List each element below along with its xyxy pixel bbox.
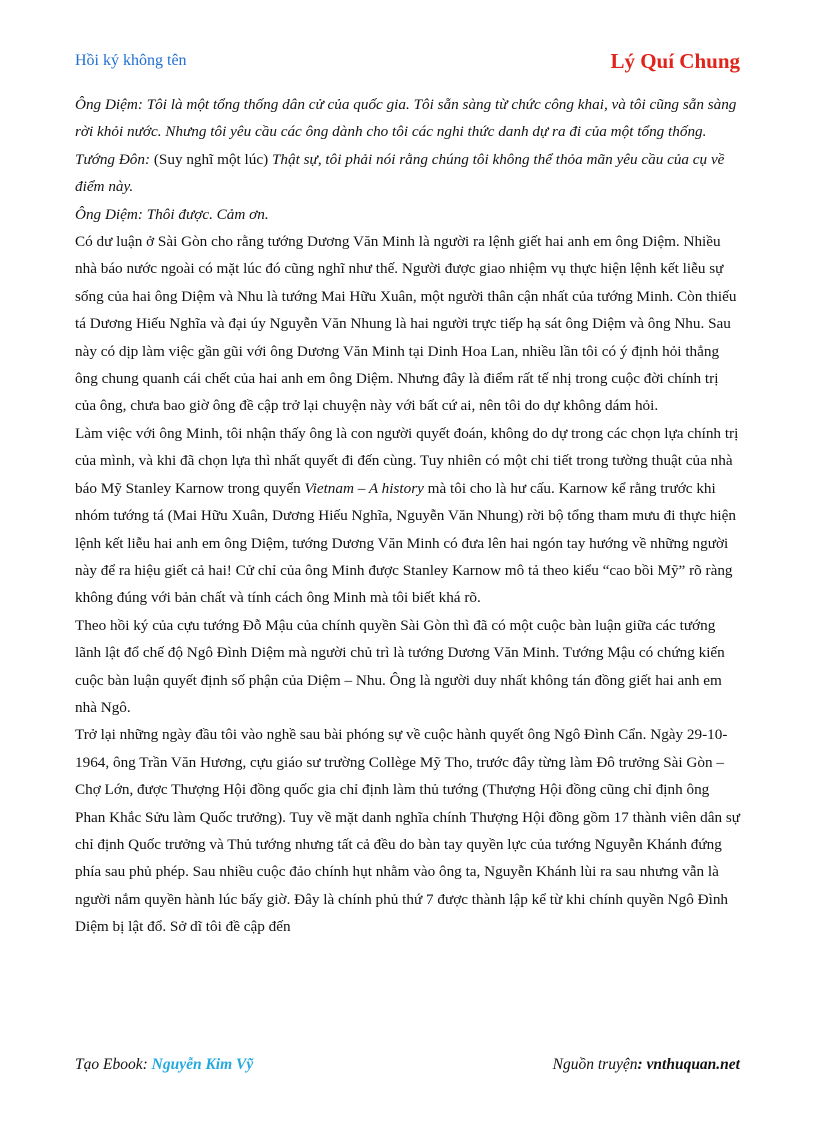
- footer-ebook-credit: [75, 1056, 253, 1074]
- stage-direction: (Suy nghĩ một lúc): [150, 150, 272, 168]
- paragraph-4: Trở lại những ngày đầu tôi vào nghề sau bài phóng sự về cuộc hành quyết ông Ngô Đình Cẩn. Ngày 29-10-1964, ông Trần Văn Hương, cựu giáo sư trường Collège Mỹ Tho, trước đây từng làm Đô trưởng Sài Gòn – Chợ Lớn, được Thượng Hội đồng quốc gia chỉ định làm thủ tướng (Thượng Hội đồng cũng chỉ định ông Phan Khắc Sửu làm Quốc trưởng). Tuy về mặt danh nghĩa chính Thượng Hội đồng gồm 17 thành viên dân sự chỉ định Quốc trưởng và Thủ tướng nhưng tất cả đều do bàn tay quyền lực của tướng Nguyễn Khánh đứng phía sau phủ phép. Sau nhiều cuộc đảo chính hụt nhằm vào ông ta, Nguyễn Khánh lùi ra sau nhưng vẫn là người nắm quyền hành lúc bấy giờ. Đây là chính phủ thứ 7 được thành lập kể từ khi chính quyền Ngô Đình Diệm bị lật đổ. Sở dĩ tôi đề cập đến: [75, 726, 741, 936]
- footer-separator: :: [142, 1056, 152, 1073]
- paragraph-2-part-a: Làm việc với ông Minh, tôi nhận thấy ông là con người quyết đoán, không do dự trong các chọn lựa chính trị của mình, và khi đã chọn lựa thì nhất quyết đi đến cùng. Tuy nhiên có một chi tiết trong tường thuật của nhà báo Mỹ Stanley Karnow trong quyển: [75, 424, 739, 497]
- paragraph-3: Theo hồi ký của cựu tướng Đỗ Mậu của chính quyền Sài Gòn thì đã có một cuộc bàn luận giữa các tướng lãnh lật đổ chế độ Ngô Đình Diệm mà người chủ trì là tướng Dương Văn Minh. Tướng Mậu có chứng kiến cuộc bàn luận quyết định số phận của Diệm – Nhu. Ông là người duy nhất không tán đồng giết hai anh em nhà Ngô.: [75, 616, 725, 716]
- footer-separator: :: [637, 1056, 647, 1073]
- dialogue-line-diem-2: Ông Diệm: Thôi được. Cảm ơn.: [75, 205, 269, 223]
- book-title: Hồi ký không tên: [75, 52, 187, 69]
- paragraph-1: Có dư luận ở Sài Gòn cho rằng tướng Dương Văn Minh là người ra lệnh giết hai anh em ông Diệm. Nhiều nhà báo nước ngoài có mặt lúc đó cũng nghĩ như thế. Người được giao nhiệm vụ thực hiện lệnh kết liễu sự sống của hai ông Diệm và Nhu là tướng Mai Hữu Xuân, một người thân cận nhất của tướng Minh. Còn thiếu tá Dương Hiếu Nghĩa và đại úy Nguyễn Văn Nhung là hai người trực tiếp hạ sát ông Diệm và ông Nhu. Sau này có dịp làm việc gần gũi với ông Dương Văn Minh tại Dinh Hoa Lan, nhiều lần tôi có ý định hỏi thẳng ông chung quanh cái chết của hai anh em ông Diệm. Nhưng đây là điểm rất tế nhị trong cuộc đời chính trị của ông, chưa bao giờ ông đề cập trở lại chuyện này với bất cứ ai, nên tôi do dự không dám hỏi.: [75, 233, 737, 415]
- footer-source-site: vnthuquan.net: [646, 1056, 740, 1073]
- page-content: [75, 91, 742, 941]
- dialogue-text: Thật sự, tôi phải nói rằng chúng tôi không thể thỏa mãn yêu cầu của cụ về điểm này.: [75, 150, 725, 196]
- footer-source-credit: [553, 1056, 740, 1074]
- paragraph-2-part-b: mà tôi cho là hư cấu. Karnow kể rằng trước khi nhóm tướng tá (Mai Hữu Xuân, Dương Hiếu Nghĩa, Nguyễn Văn Nhung) rời bộ tổng tham mưu đi thực hiện lệnh kết liễu hai anh em ông Diệm, tướng Dương Văn Minh có đưa lên hai ngón tay hướng về những người này để ra hiệu giết cả hai! Cử chỉ của ông Minh được Stanley Karnow mô tả theo kiểu “cao bồi Mỹ” rõ ràng không đúng với bản chất và tính cách ông Minh mà tôi biết khá rõ.: [75, 479, 736, 607]
- footer-ebook-label: Tạo Ebook: [75, 1056, 143, 1073]
- footer-ebook-creator: Nguyễn Kim Vỹ: [151, 1056, 254, 1073]
- dialogue-line-diem-1: Ông Diệm: Tôi là một tổng thống dân cử của quốc gia. Tôi sẵn sàng từ chức công khai, và tôi cũng sẵn sàng rời khỏi nước. Nhưng tôi yêu cầu các ông dành cho tôi các nghi thức danh dự ra đi của một tổng thống.: [75, 96, 737, 141]
- footer-source-label: Nguồn truyện: [552, 1056, 638, 1073]
- paragraph-2: [75, 420, 742, 612]
- book-title-reference: Vietnam – A history: [304, 479, 424, 497]
- dialogue-line-don: [75, 146, 742, 201]
- author-name: Lý Quí Chung: [610, 49, 740, 73]
- speaker-label: Tướng Đôn:: [75, 150, 151, 168]
